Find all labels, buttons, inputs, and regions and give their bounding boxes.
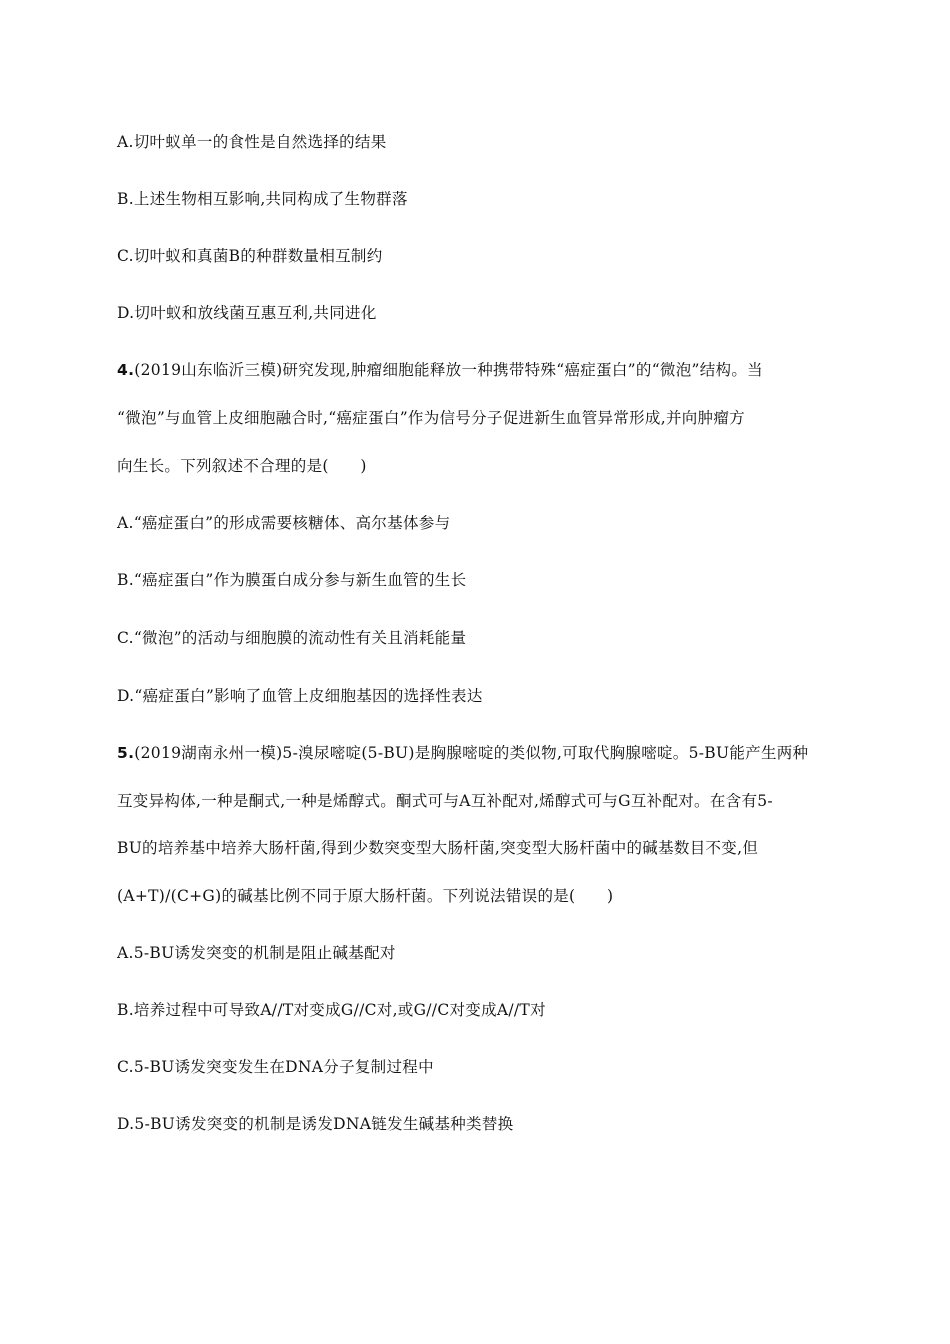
q3-option-a: A.切叶蚁单一的食性是自然选择的结果 [117, 133, 387, 151]
q4-option-c: C.“微泡”的活动与细胞膜的流动性有关且消耗能量 [117, 629, 467, 647]
q4-option-b: B.“癌症蛋白”作为膜蛋白成分参与新生血管的生长 [117, 571, 467, 589]
q4-stem-line-2: “微泡”与血管上皮细胞融合时,“癌症蛋白”作为信号分子促进新生血管异常形成,并向肿瘤方 [117, 409, 745, 427]
q5-stem-line-2: 互变异构体,一种是酮式,一种是烯醇式。酮式可与A互补配对,烯醇式可与G互补配对。在含有5- [117, 792, 773, 810]
q3-option-c: C.切叶蚁和真菌B的种群数量相互制约 [117, 247, 383, 265]
q5-option-c: C.5-BU诱发突变发生在DNA分子复制过程中 [117, 1058, 434, 1076]
q5-stem-text-1: (2019湖南永州一模)5-溴尿嘧啶(5-BU)是胸腺嘧啶的类似物,可取代胸腺嘧啶。5-BU能产生两种 [134, 744, 809, 762]
q3-option-b: B.上述生物相互影响,共同构成了生物群落 [117, 190, 408, 208]
q5-option-a: A.5-BU诱发突变的机制是阻止碱基配对 [117, 944, 396, 962]
q5-stem-line-3: BU的培养基中培养大肠杆菌,得到少数突变型大肠杆菌,突变型大肠杆菌中的碱基数目不变,但 [117, 839, 759, 857]
q3-option-d: D.切叶蚁和放线菌互惠互利,共同进化 [117, 304, 377, 322]
q4-stem-line-3: 向生长。下列叙述不合理的是( ) [117, 457, 367, 475]
q4-number: 4. [117, 361, 135, 379]
q5-option-d: D.5-BU诱发突变的机制是诱发DNA链发生碱基种类替换 [117, 1115, 514, 1133]
q5-number: 5. [117, 744, 135, 762]
q4-stem-line-1 [117, 360, 837, 380]
q4-option-d: D.“癌症蛋白”影响了血管上皮细胞基因的选择性表达 [117, 687, 483, 705]
q4-option-a: A.“癌症蛋白”的形成需要核糖体、高尔基体参与 [117, 514, 451, 532]
q5-stem-line-1 [117, 743, 837, 763]
q5-stem-line-4: (A+T)/(C+G)的碱基比例不同于原大肠杆菌。下列说法错误的是( ) [117, 887, 614, 905]
q4-stem-text-1: (2019山东临沂三模)研究发现,肿瘤细胞能释放一种携带特殊“癌症蛋白”的“微泡”结构。当 [134, 361, 763, 379]
q5-option-b: B.培养过程中可导致A//T对变成G//C对,或G//C对变成A//T对 [117, 1001, 546, 1019]
